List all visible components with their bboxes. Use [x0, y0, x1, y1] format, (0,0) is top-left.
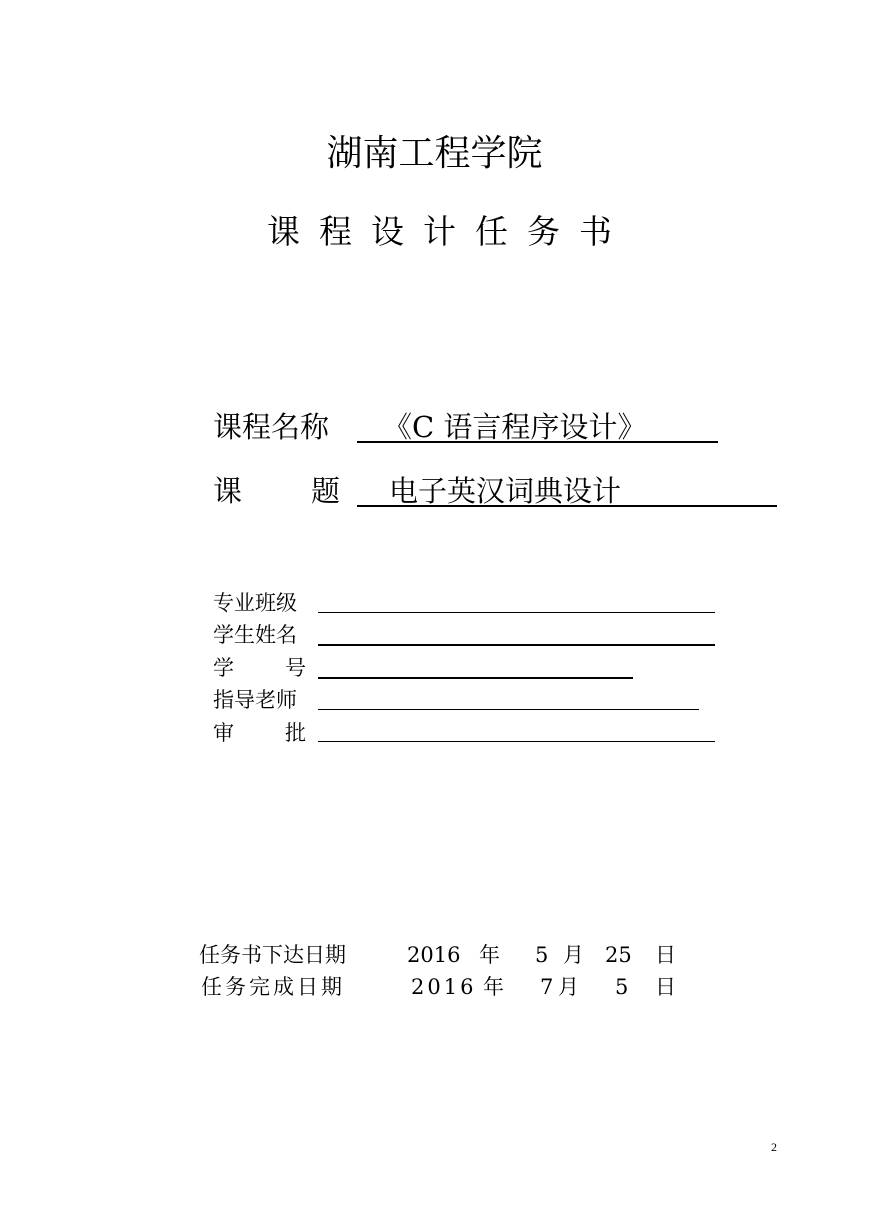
issue-day: 25: [605, 943, 632, 967]
advisor-label: 指导老师: [213, 688, 297, 712]
topic-underline: [357, 505, 777, 507]
document-title: 课程设计任务书: [267, 212, 631, 251]
topic-label-first: 课: [213, 474, 243, 508]
issue-date-label: 任务书下达日期: [199, 943, 346, 967]
approval-label-second: 批: [285, 721, 306, 745]
page-number: 2: [771, 1140, 777, 1154]
issue-year-unit: 年: [479, 943, 500, 967]
complete-month-unit: 月: [558, 975, 579, 999]
approval-label-first: 审: [213, 721, 234, 745]
complete-day-unit: 日: [655, 975, 676, 999]
course-name-label: 课程名称: [213, 410, 330, 444]
issue-day-unit: 日: [655, 943, 676, 967]
approval-line: [318, 741, 715, 742]
course-name-value: 《C 语言程序设计》: [383, 410, 647, 444]
issue-month-unit: 月: [563, 943, 584, 967]
topic-value: 电子英汉词典设计: [389, 474, 622, 508]
student-id-label-second: 号: [285, 656, 306, 680]
topic-label-second: 题: [311, 474, 341, 508]
student-id-label-first: 学: [213, 656, 234, 680]
school-name: 湖南工程学院: [326, 133, 543, 174]
major-class-label: 专业班级: [213, 591, 297, 615]
complete-month: 7: [540, 975, 554, 999]
complete-date-label: 任务完成日期: [201, 975, 345, 999]
advisor-line: [318, 709, 699, 710]
issue-month: 5: [535, 943, 549, 967]
major-class-line: [318, 612, 715, 613]
course-name-underline: [357, 441, 718, 443]
complete-year: 2016: [411, 975, 477, 999]
issue-year: 2016: [407, 943, 461, 967]
student-name-label: 学生姓名: [213, 623, 297, 647]
complete-year-unit: 年: [483, 975, 504, 999]
complete-day: 5: [615, 975, 629, 999]
student-name-line: [318, 644, 715, 646]
student-id-line: [318, 677, 633, 679]
